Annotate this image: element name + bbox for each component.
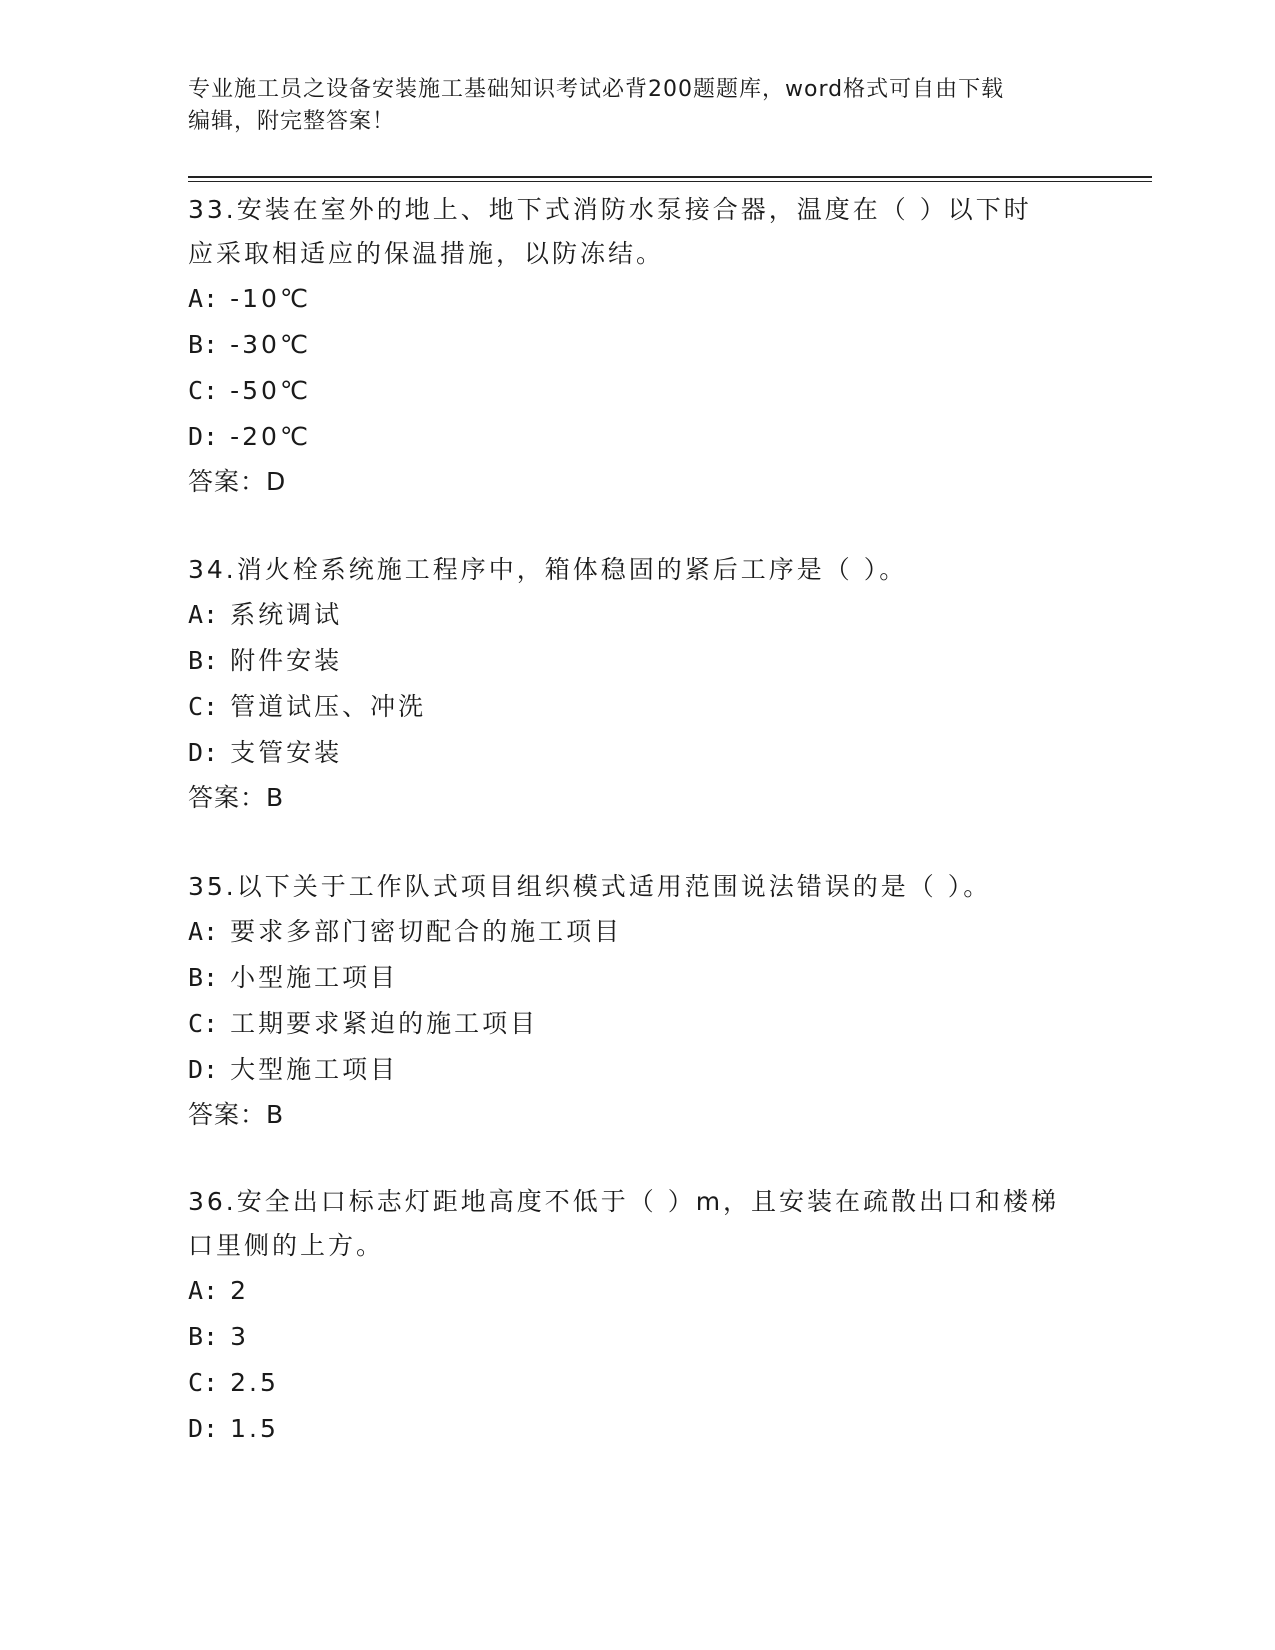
option-b xyxy=(188,1314,1088,1360)
question-stem-line-2: 应采取相适应的保温措施，以防冻结。 xyxy=(188,239,665,268)
header-line-1: 专业施工员之设备安装施工基础知识考试必背200题题库，word格式可自由下载 xyxy=(188,77,1005,102)
option-a xyxy=(188,909,1088,955)
answer: 答案：D xyxy=(188,467,287,496)
question-stem-line-2: 口里侧的上方。 xyxy=(188,1231,385,1260)
option-key: A: xyxy=(188,1276,219,1305)
question-stem-line-1: 35.以下关于工作队式项目组织模式适用范围说法错误的是（ ）。 xyxy=(188,872,992,901)
question-36 xyxy=(188,1180,1088,1452)
option-key: C: xyxy=(188,692,219,721)
option-key: D: xyxy=(188,1055,219,1084)
option-d xyxy=(188,1406,1088,1452)
option-key: D: xyxy=(188,738,219,767)
option-text: 管道试压、冲洗 xyxy=(230,692,427,721)
option-key: A: xyxy=(188,917,219,946)
option-text: 3 xyxy=(230,1322,250,1351)
option-d xyxy=(188,414,1088,460)
option-text: -10℃ xyxy=(230,284,312,313)
header-line-2: 编辑，附完整答案！ xyxy=(188,109,396,134)
option-text: -50℃ xyxy=(230,376,312,405)
option-text: -30℃ xyxy=(230,330,312,359)
option-c xyxy=(188,1360,1088,1406)
header-divider-thin xyxy=(188,181,1152,182)
option-key: B: xyxy=(188,963,219,992)
answer: 答案：B xyxy=(188,1100,285,1129)
option-c xyxy=(188,368,1088,414)
option-d xyxy=(188,1047,1088,1093)
option-a xyxy=(188,592,1088,638)
answer: 答案：B xyxy=(188,783,285,812)
option-key: B: xyxy=(188,646,219,675)
question-33 xyxy=(188,188,1088,504)
option-text: 1.5 xyxy=(230,1414,279,1443)
option-text: 要求多部门密切配合的施工项目 xyxy=(230,917,623,946)
option-a xyxy=(188,276,1088,322)
option-text: 大型施工项目 xyxy=(230,1055,399,1084)
option-text: 工期要求紧迫的施工项目 xyxy=(230,1009,539,1038)
option-key: B: xyxy=(188,1322,219,1351)
option-key: C: xyxy=(188,1009,219,1038)
option-key: B: xyxy=(188,330,219,359)
option-key: A: xyxy=(188,600,219,629)
option-c xyxy=(188,1001,1088,1047)
option-text: 支管安装 xyxy=(230,738,343,767)
question-34 xyxy=(188,548,1088,820)
option-key: D: xyxy=(188,422,219,451)
option-key: D: xyxy=(188,1414,219,1443)
option-a xyxy=(188,1268,1088,1314)
document-header xyxy=(188,74,1088,138)
header-divider xyxy=(188,176,1152,178)
option-b xyxy=(188,955,1088,1001)
option-text: -20℃ xyxy=(230,422,312,451)
option-c xyxy=(188,684,1088,730)
question-35 xyxy=(188,865,1088,1137)
option-text: 系统调试 xyxy=(230,600,343,629)
option-text: 2 xyxy=(230,1276,250,1305)
question-stem-line-1: 34.消火栓系统施工程序中，箱体稳固的紧后工序是（ ）。 xyxy=(188,555,908,584)
option-text: 小型施工项目 xyxy=(230,963,399,992)
option-key: C: xyxy=(188,1368,219,1397)
option-key: A: xyxy=(188,284,219,313)
option-text: 2.5 xyxy=(230,1368,279,1397)
question-stem-line-1: 36.安全出口标志灯距地高度不低于（ ）m，且安装在疏散出口和楼梯 xyxy=(188,1187,1060,1216)
option-b xyxy=(188,638,1088,684)
option-b xyxy=(188,322,1088,368)
option-d xyxy=(188,730,1088,776)
option-text: 附件安装 xyxy=(230,646,343,675)
question-stem-line-1: 33.安装在室外的地上、地下式消防水泵接合器，温度在（ ）以下时 xyxy=(188,195,1032,224)
option-key: C: xyxy=(188,376,219,405)
